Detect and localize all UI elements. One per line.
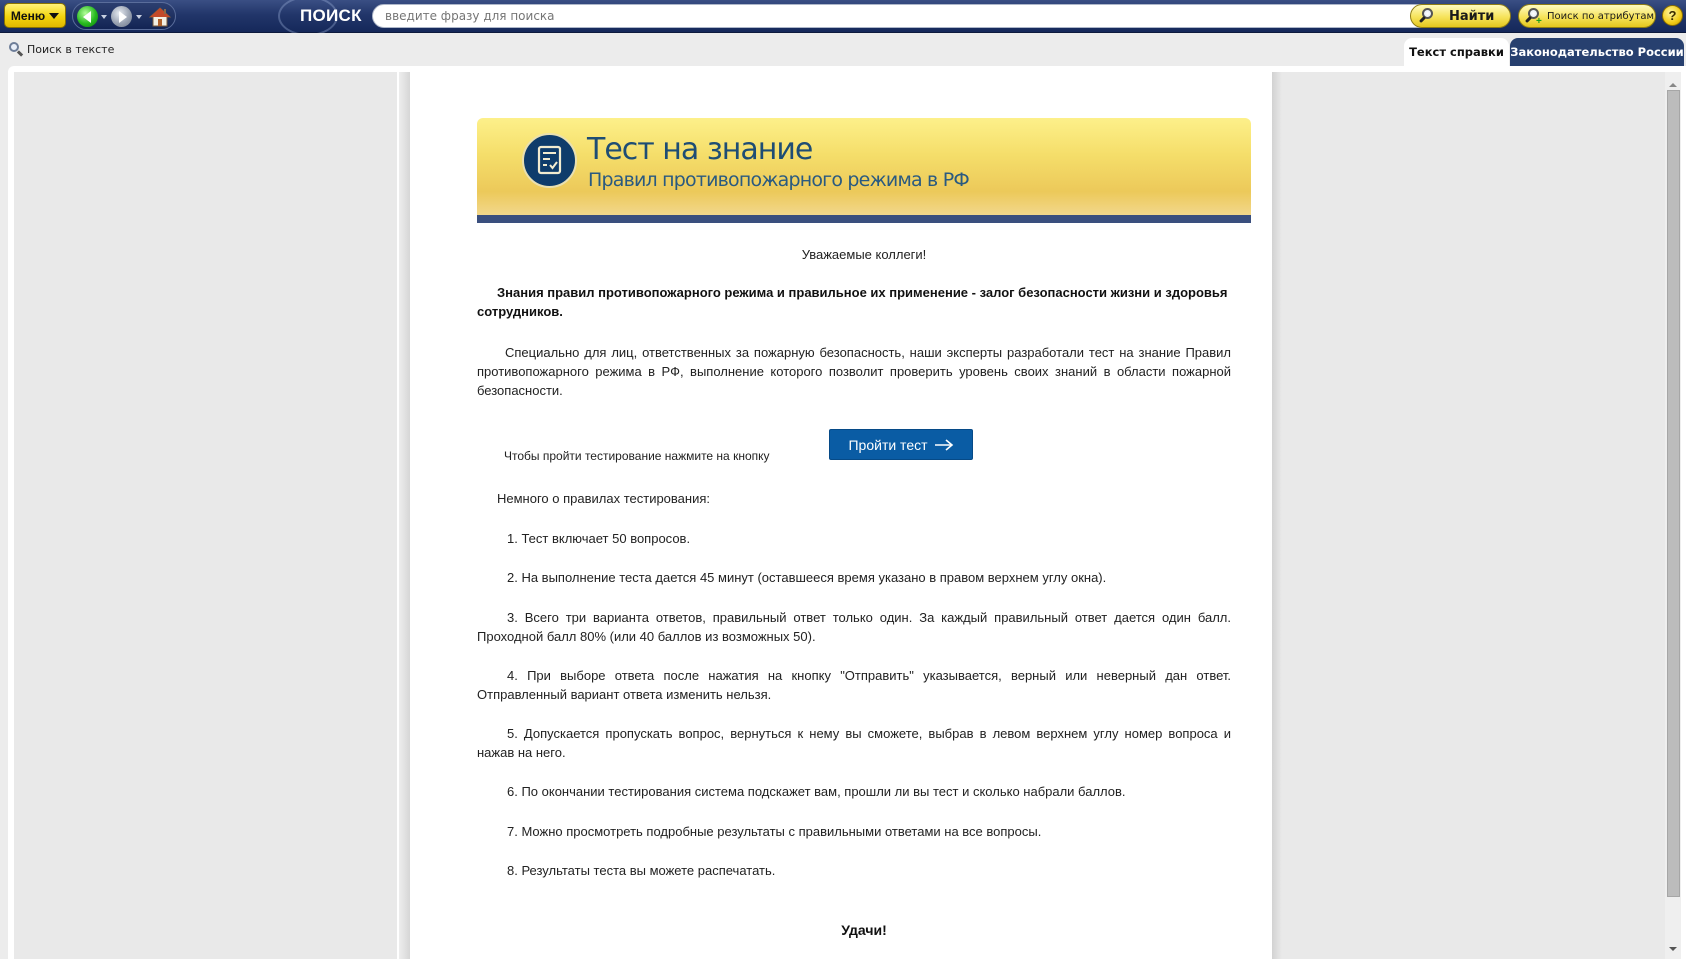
back-history-dropdown[interactable]: [101, 15, 107, 19]
rule-item: 7. Можно просмотреть подробные результаты с правильными ответами на все вопросы.: [507, 824, 1042, 839]
arrow-right-icon: [119, 11, 127, 23]
document-toolbar: [0, 33, 1686, 66]
arrow-left-icon: [83, 11, 91, 23]
page-shadow-left: [399, 72, 410, 959]
rule-item: 5. Допускается пропускать вопрос, вернуться к нему вы сможете, выбрав в левом верхнем углу номер вопроса и нажав на него.: [477, 726, 1231, 760]
rule-item: 8. Результаты теста вы можете распечатать.: [507, 863, 776, 878]
cta-hint: Чтобы пройти тестирование нажмите на кнопку: [504, 449, 770, 463]
search-document-icon: [8, 42, 23, 57]
find-label: Найти: [1449, 8, 1495, 24]
menu-button[interactable]: [4, 3, 66, 28]
back-button[interactable]: [77, 6, 98, 27]
tab-label: Законодательство России: [1510, 45, 1684, 59]
scroll-thumb[interactable]: [1667, 90, 1680, 897]
forward-history-dropdown[interactable]: [136, 15, 142, 19]
intro-paragraph: Специально для лиц, ответственных за пожарную безопасность, наши эксперты разработали тест на знание Правил противопожарного режима в РФ, выполнение которого позволит проверить уровень своих знаний в области пожарной безопасности.: [477, 345, 1231, 398]
greeting: Уважаемые коллеги!: [801, 247, 927, 262]
search-in-text-label: Поиск в тексте: [27, 43, 115, 56]
left-margin-panel: [14, 72, 397, 959]
rule-item: 1. Тест включает 50 вопросов.: [507, 531, 691, 546]
search-in-text-button[interactable]: [8, 42, 114, 57]
menu-label: Меню: [10, 8, 46, 23]
rule-item: 6. По окончании тестирования система подскажет вам, прошли ли вы тест и сколько набрали баллов.: [507, 784, 1126, 799]
farewell: Удачи!: [841, 922, 887, 938]
start-test-label: Пройти тест: [848, 436, 928, 453]
magnifier-icon: [1419, 8, 1435, 24]
help-icon: ?: [1668, 8, 1677, 23]
home-icon[interactable]: [149, 6, 171, 28]
attribute-search-button[interactable]: [1518, 4, 1656, 28]
rule-item: 4. При выборе ответа после нажатия на кнопку "Отправить" указывается, верный или неверный дан ответ. Отправленный вариант ответа изменить нельзя.: [477, 668, 1231, 702]
lead-statement: Знания правил противопожарного режима и правильное их применение - залог безопасности жизни и здоровья сотрудников.: [477, 285, 1228, 319]
find-button[interactable]: [1410, 4, 1511, 28]
search-label: ПОИСК: [300, 6, 362, 25]
tab-reference-text[interactable]: [1404, 38, 1509, 66]
vertical-scrollbar[interactable]: [1665, 72, 1681, 959]
rule-item: 2. На выполнение теста дается 45 минут (оставшееся время указано в правом верхнем углу окна).: [507, 570, 1107, 585]
checklist-icon: [522, 133, 577, 188]
forward-button[interactable]: [111, 6, 132, 27]
tab-label: Текст справки: [1409, 45, 1504, 59]
right-margin-panel: [1272, 72, 1665, 959]
rule-item: 3. Всего три варианта ответов, правильный ответ только один. За каждый правильный ответ дается один балл. Проходной балл 80% (или 40 баллов из возможных 50).: [477, 610, 1231, 644]
tab-russian-legislation[interactable]: [1510, 38, 1684, 66]
document-page: [410, 72, 1272, 959]
scroll-down-arrow-icon[interactable]: [1669, 947, 1677, 951]
magnifier-plus-icon: +: [1525, 8, 1541, 24]
help-button[interactable]: [1662, 5, 1683, 26]
search-input[interactable]: [372, 4, 1510, 28]
test-banner: [477, 118, 1251, 223]
navigation-group: [72, 2, 176, 30]
attribute-search-label: Поиск по атрибутам: [1547, 10, 1655, 22]
banner-title: Тест на знание: [587, 132, 813, 167]
chevron-down-icon: [49, 13, 59, 19]
arrow-right-icon: [934, 439, 954, 451]
start-test-button[interactable]: [829, 429, 973, 460]
scroll-up-arrow-icon[interactable]: [1669, 83, 1677, 87]
rules-heading: Немного о правилах тестирования:: [497, 491, 710, 506]
top-toolbar: [0, 0, 1686, 33]
banner-stripe: [477, 215, 1251, 223]
banner-subtitle: Правил противопожарного режима в РФ: [588, 169, 969, 191]
